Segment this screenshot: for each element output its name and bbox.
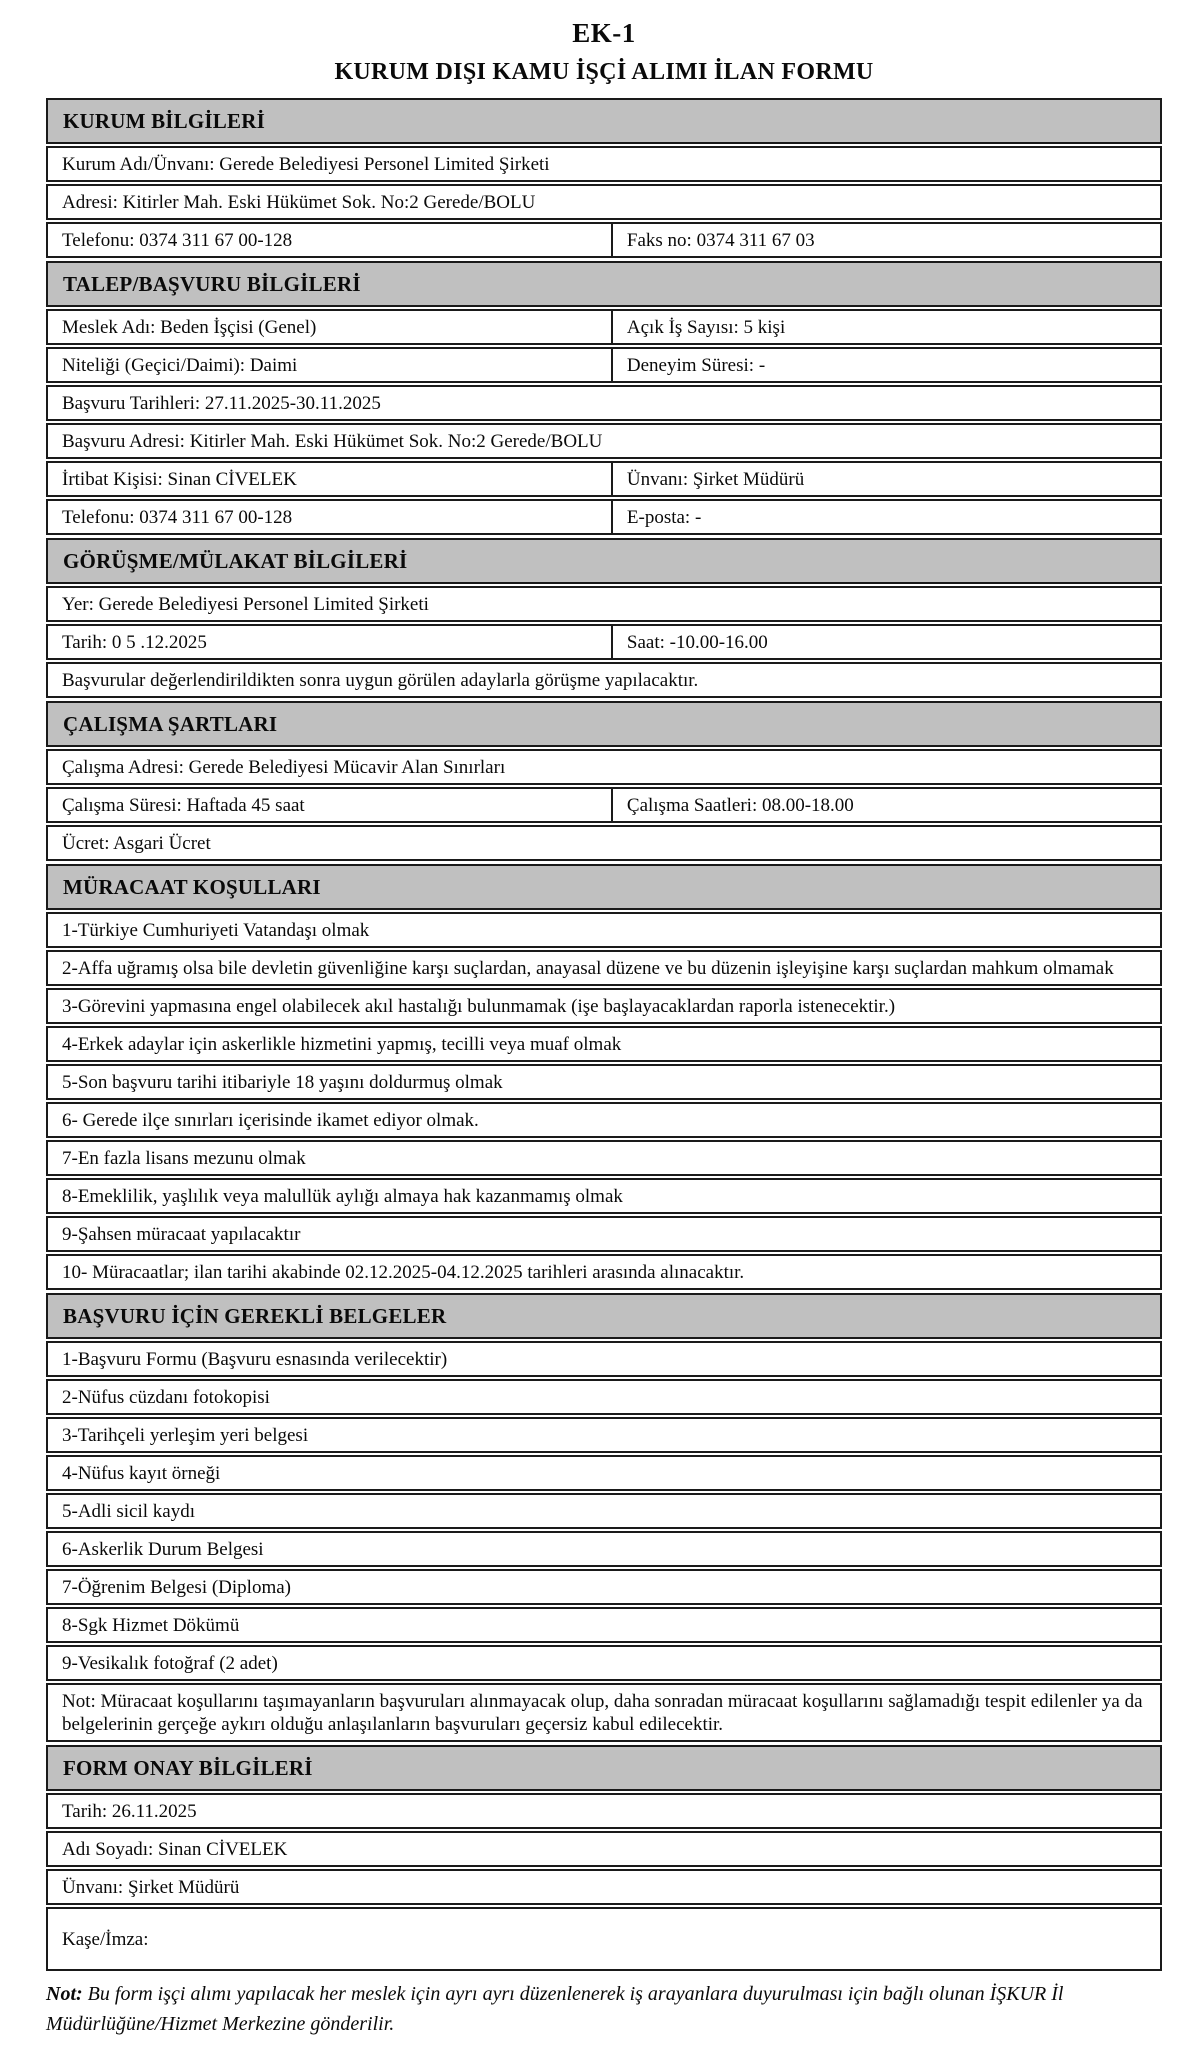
table-row <box>46 385 1162 421</box>
table-row <box>46 222 1162 258</box>
table-row <box>46 423 1162 459</box>
section-header-calisma-sartlari: ÇALIŞMA ŞARTLARI <box>46 701 1162 747</box>
table-cell: Açık İş Sayısı: 5 kişi <box>626 317 786 338</box>
table-row <box>46 1607 1162 1643</box>
table-row <box>46 1178 1162 1214</box>
table-cell: 1-Türkiye Cumhuriyeti Vatandaşı olmak <box>62 920 370 941</box>
table-row <box>46 586 1162 622</box>
table-row <box>46 1140 1162 1176</box>
table-row <box>46 347 1162 383</box>
table-row <box>46 1216 1162 1252</box>
table-cell: Tarih: 0 5 .12.2025 <box>48 626 613 658</box>
table-cell: 9-Vesikalık fotoğraf (2 adet) <box>62 1653 278 1674</box>
table-cell: 6-Askerlik Durum Belgesi <box>62 1539 264 1560</box>
table-cell: 4-Nüfus kayıt örneği <box>62 1463 221 1484</box>
table-cell: Deneyim Süresi: - <box>626 355 766 376</box>
table-row <box>46 146 1162 182</box>
form-table <box>46 98 1162 1971</box>
table-cell: Ünvanı: Şirket Müdürü <box>62 1877 240 1898</box>
table-row <box>46 499 1162 535</box>
table-cell: 2-Affa uğramış olsa bile devletin güvenliğine karşı suçlardan, anayasal düzene ve bu düzenin işleyişine karşı suçlardan mahkum olmamak <box>62 958 1114 979</box>
table-row <box>46 749 1162 785</box>
table-cell: Çalışma Saatleri: 08.00-18.00 <box>626 795 854 816</box>
table-cell: Meslek Adı: Beden İşçisi (Genel) <box>48 311 613 343</box>
table-cell: Ünvanı: Şirket Müdürü <box>626 469 805 490</box>
table-cell: Telefonu: 0374 311 67 00-128 <box>48 224 613 256</box>
table-row <box>46 1102 1162 1138</box>
table-cell: Adı Soyadı: Sinan CİVELEK <box>62 1839 288 1860</box>
table-row <box>46 1341 1162 1377</box>
table-cell: 8-Emeklilik, yaşlılık veya malullük aylığı almaya hak kazanmamış olmak <box>62 1186 623 1207</box>
table-row <box>46 1831 1162 1867</box>
table-row <box>46 461 1162 497</box>
table-cell: 4-Erkek adaylar için askerlikle hizmetini yapmış, tecilli veya muaf olmak <box>62 1034 622 1055</box>
form-title: EK-1 <box>572 18 636 48</box>
table-cell: E-posta: - <box>626 507 702 528</box>
footer-note-text: Bu form işçi alımı yapılacak her meslek için ayrı ayrı düzenlenerek iş arayanlara duyurulması için bağlı olunan İŞKUR İl Müdürlüğüne/Hizmet Merkezine gönderilir. <box>46 1983 1064 2035</box>
table-row <box>46 1493 1162 1529</box>
table-cell: Saat: -10.00-16.00 <box>626 632 768 653</box>
table-cell: Tarih: 26.11.2025 <box>62 1801 197 1822</box>
table-row <box>46 624 1162 660</box>
form-subtitle: KURUM DIŞI KAMU İŞÇİ ALIMI İLAN FORMU <box>334 59 874 85</box>
table-row <box>46 1793 1162 1829</box>
section-header-form-onay: FORM ONAY BİLGİLERİ <box>46 1745 1162 1791</box>
table-cell: Başvuru Tarihleri: 27.11.2025-30.11.2025 <box>62 393 381 414</box>
table-cell: 1-Başvuru Formu (Başvuru esnasında verilecektir) <box>62 1349 448 1370</box>
table-cell: Yer: Gerede Belediyesi Personel Limited Şirketi <box>62 594 429 615</box>
table-row <box>46 1645 1162 1681</box>
footer-note <box>46 1979 1162 2039</box>
table-cell: 5-Adli sicil kaydı <box>62 1501 195 1522</box>
table-row <box>46 1531 1162 1567</box>
table-cell: 2-Nüfus cüzdanı fotokopisi <box>62 1387 270 1408</box>
table-cell: 3-Tarihçeli yerleşim yeri belgesi <box>62 1425 309 1446</box>
table-row-note <box>46 1683 1162 1742</box>
table-row <box>46 912 1162 948</box>
table-row <box>46 1026 1162 1062</box>
table-row <box>46 309 1162 345</box>
table-cell: 10- Müracaatlar; ilan tarihi akabinde 02.12.2025-04.12.2025 tarihleri arasında alınacaktır. <box>62 1262 745 1283</box>
section-header-talep-basvuru: TALEP/BAŞVURU BİLGİLERİ <box>46 261 1162 307</box>
table-cell: Faks no: 0374 311 67 03 <box>626 230 815 251</box>
table-cell: İrtibat Kişisi: Sinan CİVELEK <box>48 463 613 495</box>
table-row <box>46 825 1162 861</box>
table-row <box>46 662 1162 698</box>
table-row <box>46 1869 1162 1905</box>
table-cell: 6- Gerede ilçe sınırları içerisinde ikamet ediyor olmak. <box>62 1110 479 1131</box>
table-cell: Adresi: Kitirler Mah. Eski Hükümet Sok. No:2 Gerede/BOLU <box>62 192 536 213</box>
table-cell: 3-Görevini yapmasına engel olabilecek akıl hastalığı bulunmamak (işe başlayacaklardan raporla istenecektir.) <box>62 996 896 1017</box>
table-row <box>46 950 1162 986</box>
table-row <box>46 1064 1162 1100</box>
table-row <box>46 1569 1162 1605</box>
section-header-gorusme-mulakat: GÖRÜŞME/MÜLAKAT BİLGİLERİ <box>46 538 1162 584</box>
table-row <box>46 184 1162 220</box>
table-cell: 7-Öğrenim Belgesi (Diploma) <box>62 1577 292 1598</box>
table-cell: Başvuru Adresi: Kitirler Mah. Eski Hükümet Sok. No:2 Gerede/BOLU <box>62 431 603 452</box>
table-row <box>46 988 1162 1024</box>
table-cell: Çalışma Süresi: Haftada 45 saat <box>48 789 613 821</box>
section-header-muracaat-kosullari: MÜRACAAT KOŞULLARI <box>46 864 1162 910</box>
table-cell: Ücret: Asgari Ücret <box>62 833 211 854</box>
table-cell: 7-En fazla lisans mezunu olmak <box>62 1148 306 1169</box>
table-row <box>46 1379 1162 1415</box>
table-cell: Niteliği (Geçici/Daimi): Daimi <box>48 349 613 381</box>
table-cell: Not: Müracaat koşullarını taşımayanların başvuruları alınmayacak olup, daha sonradan müracaat koşullarını sağlamadığı tespit edilenler ya da belgelerinin gerçeğe aykırı olduğu anlaşılanların başvuruları geçersiz kabul edilecektir. <box>62 1691 1143 1735</box>
footer-note-label: Not: <box>46 1983 83 2005</box>
table-row-kase-imza <box>46 1907 1162 1971</box>
table-cell: Başvurular değerlendirildikten sonra uygun görülen adaylarla görüşme yapılacaktır. <box>62 670 699 691</box>
table-cell: Kaşe/İmza: <box>62 1929 149 1950</box>
table-cell: Telefonu: 0374 311 67 00-128 <box>48 501 613 533</box>
table-row <box>46 1455 1162 1491</box>
section-header-kurum-bilgileri: KURUM BİLGİLERİ <box>46 98 1162 144</box>
table-cell: 5-Son başvuru tarihi itibariyle 18 yaşını doldurmuş olmak <box>62 1072 503 1093</box>
table-row <box>46 787 1162 823</box>
table-cell: 9-Şahsen müracaat yapılacaktır <box>62 1224 301 1245</box>
table-row <box>46 1254 1162 1290</box>
section-header-gerekli-belgeler: BAŞVURU İÇİN GEREKLİ BELGELER <box>46 1293 1162 1339</box>
table-cell: 8-Sgk Hizmet Dökümü <box>62 1615 240 1636</box>
table-cell: Çalışma Adresi: Gerede Belediyesi Mücavir Alan Sınırları <box>62 757 506 778</box>
table-cell: Kurum Adı/Ünvanı: Gerede Belediyesi Personel Limited Şirketi <box>62 154 550 175</box>
table-row <box>46 1417 1162 1453</box>
